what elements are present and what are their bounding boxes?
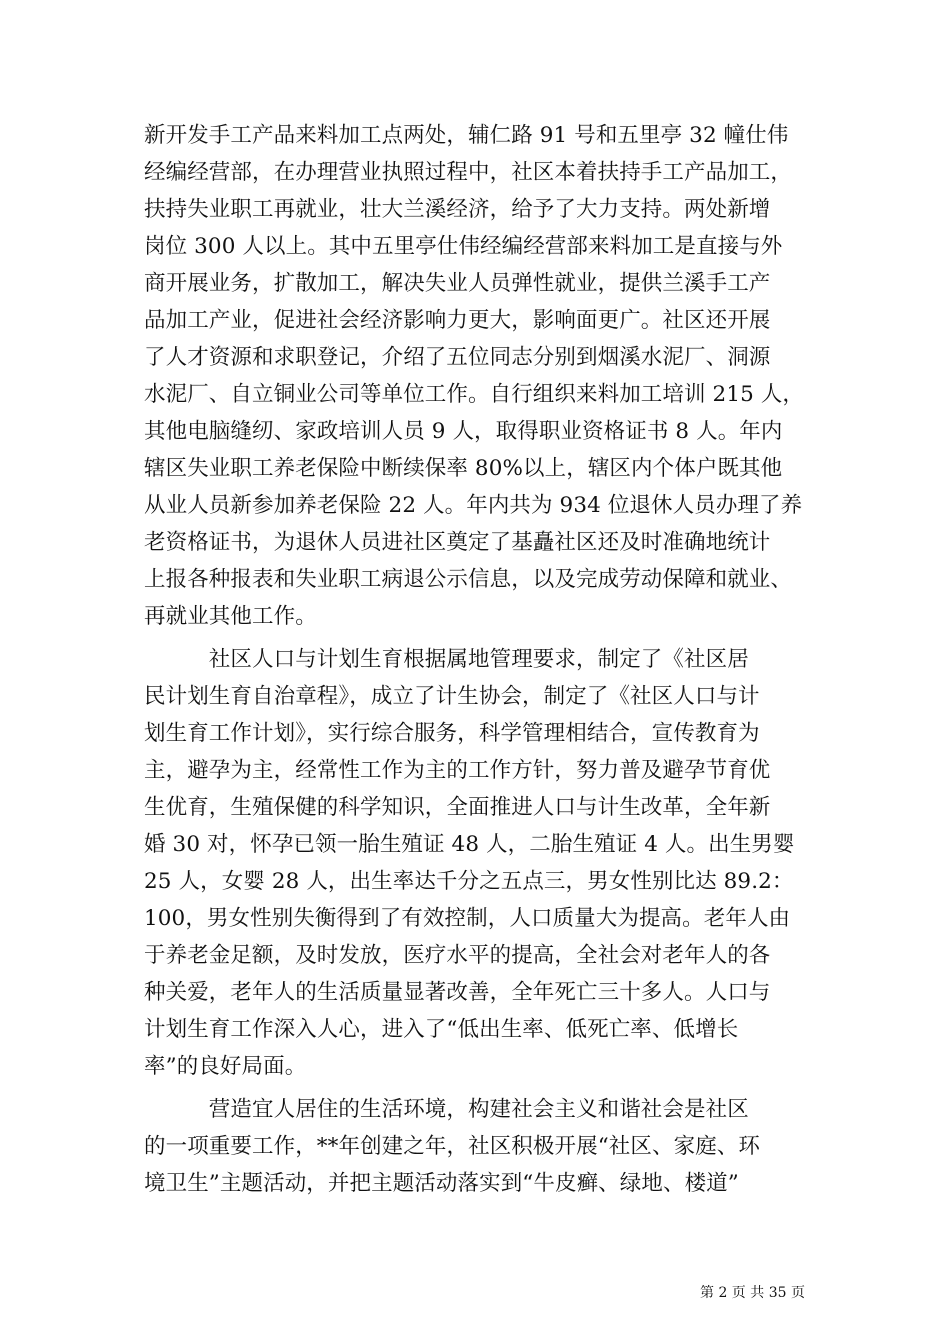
text-line: 辖区失业职工养老保险中断续保率 80%以上，辖区内个体户既其他 bbox=[144, 456, 783, 481]
text-line: 再就业其他工作。 bbox=[144, 604, 317, 629]
text-line: 从业人员新参加养老保险 22 人。年内共为 934 位退休人员办理了养 bbox=[144, 493, 803, 518]
page-number-footer: 第 2 页 共 35 页 bbox=[700, 1285, 805, 1301]
text-line: 了人才资源和求职登记，介绍了五位同志分别到烟溪水泥厂、洞源 bbox=[144, 345, 771, 370]
text-line: 计划生育工作深入人心，进入了“低出生率、低死亡率、低增长 bbox=[144, 1017, 739, 1042]
text-line: 25 人，女婴 28 人，出生率达千分之五点三，男女性别比达 89.2： bbox=[144, 869, 794, 894]
text-line: 生优育，生殖保健的科学知识，全面推进人口与计生改革，全年新 bbox=[144, 795, 771, 820]
text-line: 境卫生”主题活动，并把主题活动落实到“牛皮癣、绿地、楼道” bbox=[144, 1171, 739, 1196]
text-line: 扶持失业职工再就业，壮大兰溪经济，给予了大力支持。两处新增 bbox=[144, 197, 771, 222]
text-line: 新开发手工产品来料加工点两处，辅仁路 91 号和五里亭 32 幢仕伟 bbox=[144, 123, 789, 148]
text-line: 种关爱，老年人的生活质量显著改善，全年死亡三十多人。人口与 bbox=[144, 980, 771, 1005]
text-line: 商开展业务，扩散加工，解决失业人员弹性就业，提供兰溪手工产 bbox=[144, 271, 771, 296]
text-line: 经编经营部，在办理营业执照过程中，社区本着扶持手工产品加工， bbox=[144, 160, 793, 185]
text-line: 划生育工作计划》，实行综合服务，科学管理相结合，宣传教育为 bbox=[144, 721, 760, 746]
text-line: 率”的良好局面。 bbox=[144, 1054, 307, 1079]
text-line: 婚 30 对，怀孕已领一胎生殖证 48 人，二胎生殖证 4 人。出生男婴 bbox=[144, 832, 795, 857]
text-line: 品加工产业，促进社会经济影响力更大，影响面更广。社区还开展 bbox=[144, 308, 771, 333]
text-line: 100，男女性别失衡得到了有效控制，人口质量大为提高。老年人由 bbox=[144, 906, 791, 931]
text-line: 岗位 300 人以上。其中五里亭仕伟经编经营部来料加工是直接与外 bbox=[144, 234, 783, 259]
text-line: 主，避孕为主，经常性工作为主的工作方针，努力普及避孕节育优 bbox=[144, 758, 771, 783]
text-line: 社区人口与计划生育根据属地管理要求，制定了《社区居 bbox=[144, 647, 749, 672]
text-line: 于养老金足额，及时发放，医疗水平的提高，全社会对老年人的各 bbox=[144, 943, 771, 968]
text-line: 老资格证书，为退休人员进社区奠定了基矗社区还及时准确地统计 bbox=[144, 530, 771, 555]
text-line: 的一项重要工作，**年创建之年，社区积极开展“社区、家庭、环 bbox=[144, 1134, 760, 1159]
text-line: 民计划生育自治章程》，成立了计生协会，制定了《社区人口与计 bbox=[144, 684, 760, 709]
text-line: 其他电脑缝纫、家政培训人员 9 人，取得职业资格证书 8 人。年内 bbox=[144, 419, 783, 444]
text-line: 上报各种报表和失业职工病退公示信息，以及完成劳动保障和就业、 bbox=[144, 567, 793, 592]
text-line: 水泥厂、自立铜业公司等单位工作。自行组织来料加工培训 215 人， bbox=[144, 382, 805, 407]
text-line: 营造宜人居住的生活环境，构建社会主义和谐社会是社区 bbox=[144, 1097, 749, 1122]
